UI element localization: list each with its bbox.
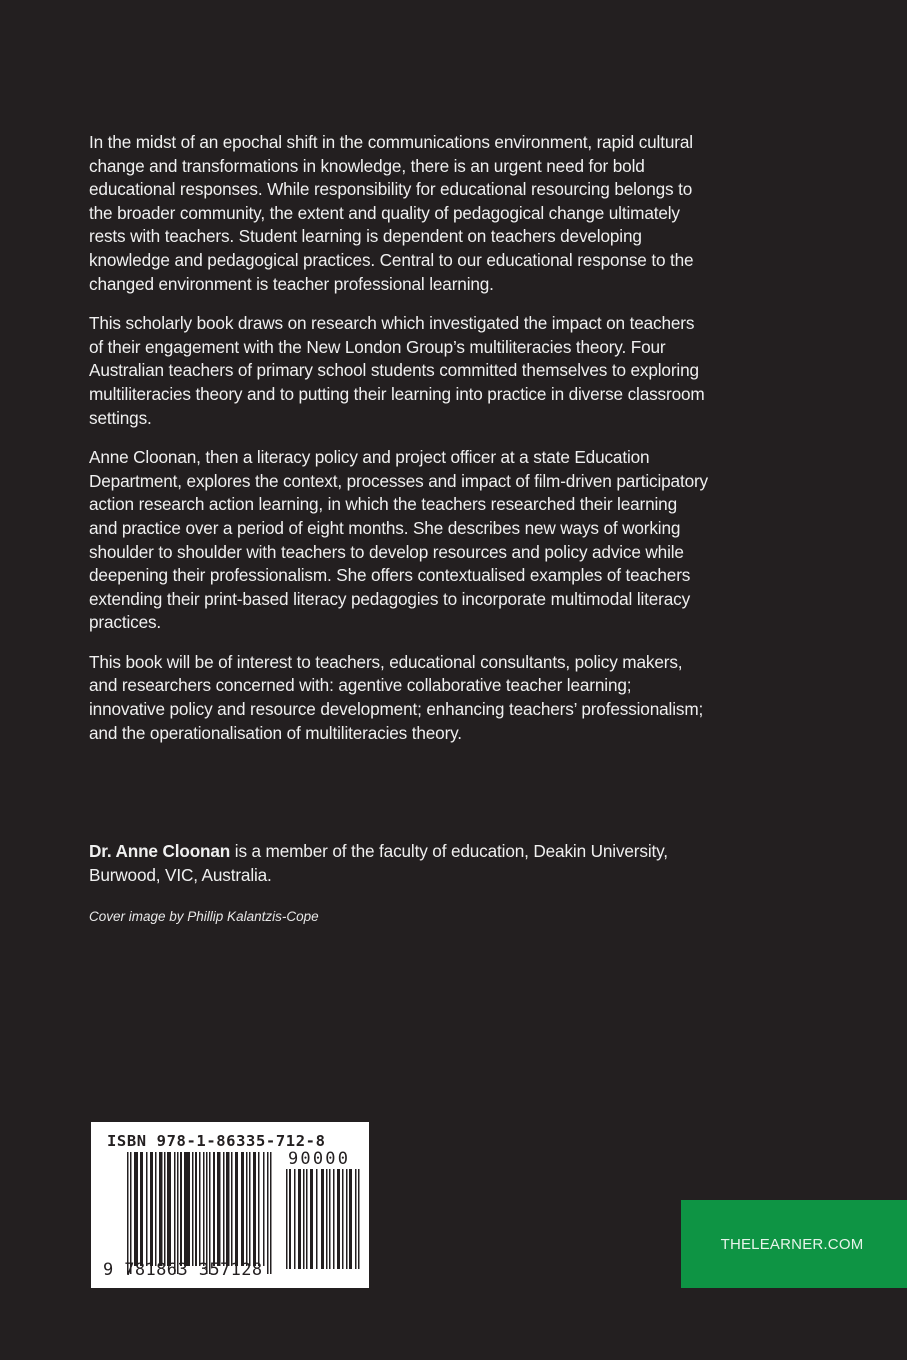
blurb xyxy=(89,131,709,761)
blurb-paragraph-1: In the midst of an epochal shift in the communications environment, rapid cultural change and transformations in knowledge, there is an urgent need for bold educational responses. While responsibility for educational resourcing belongs to the broader community, the extent and quality of pedagogical change ultimately rests with teachers. Student learning is dependent on teachers developing knowledge and pedagogical practices. Central to our educational response to the changed environment is teacher professional learning. xyxy=(89,132,694,294)
blurb-paragraph-2: This scholarly book draws on research which investigated the impact on teachers of their engagement with the New London Group’s multiliteracies theory. Four Australian teachers of primary school students committed themselves to exploring multiliteracies theory and to putting their learning into practice in diverse classroom settings. xyxy=(89,313,705,428)
barcode-addon-digits: 90000 xyxy=(288,1149,351,1169)
blurb-paragraph-3: Anne Cloonan, then a literacy policy and project officer at a state Education Department, explores the context, processes and impact of film-driven participatory action research action learning, in which the teachers researched their learning and practice over a period of eight months. She describes new ways of working shoulder to shoulder with teachers to develop resources and policy advice while deepening their professionalism. She offers contextualised examples of teachers extending their print-based literacy pedagogies to incorporate multimodal literacy practices. xyxy=(89,447,708,633)
cover-credit: Cover image by Phillip Kalantzis-Cope xyxy=(89,909,319,924)
publisher-website-label: THELEARNER.COM xyxy=(720,1235,864,1253)
author-name: Dr. Anne Cloonan xyxy=(89,841,231,861)
isbn-barcode xyxy=(91,1122,369,1288)
isbn-label: ISBN 978-1-86335-712-8 xyxy=(107,1132,326,1150)
publisher-website-badge xyxy=(681,1200,907,1288)
author-bio xyxy=(89,840,709,887)
author-bio-text: is a member of the faculty of education, Deakin University, Burwood, VIC, Australia. xyxy=(89,841,668,885)
blurb-paragraph-4: This book will be of interest to teachers, educational consultants, policy makers, and researchers concerned with: agentive collaborative teacher learning; innovative policy and resource development; enhancing teachers’ professionalism; and the operationalisation of multiliteracies theory. xyxy=(89,651,704,743)
barcode-main-digits: 9 781863 357128 xyxy=(103,1260,263,1280)
